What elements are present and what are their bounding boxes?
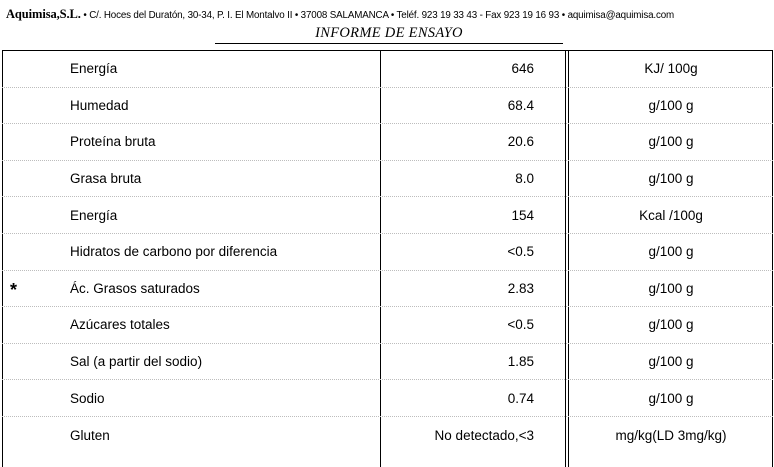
result-value: 0.74 xyxy=(507,390,534,406)
parameter-name: Energía xyxy=(70,207,118,223)
report-title: INFORME DE ENSAYO xyxy=(215,24,563,44)
row-marker xyxy=(10,234,30,270)
result-value: 154 xyxy=(511,207,534,223)
result-unit: mg/kg(LD 3mg/kg) xyxy=(615,427,727,443)
table-row xyxy=(2,51,773,88)
table-row xyxy=(2,234,773,271)
table-row xyxy=(2,197,773,234)
result-unit: KJ/ 100g xyxy=(644,61,698,77)
letterhead xyxy=(6,5,772,21)
row-marker xyxy=(10,344,30,380)
parameter-name: Hidratos de carbono por diferencia xyxy=(70,244,278,260)
result-value: 2.83 xyxy=(507,280,534,296)
result-unit: g/100 g xyxy=(648,97,694,113)
table-row xyxy=(2,124,773,161)
row-marker xyxy=(10,380,30,416)
table-row xyxy=(2,307,773,344)
result-value: <0.5 xyxy=(507,244,534,260)
parameter-name: Sal (a partir del sodio) xyxy=(70,354,203,370)
parameter-name: Energía xyxy=(70,61,118,77)
row-marker xyxy=(10,88,30,124)
result-unit: g/100 g xyxy=(648,317,694,333)
results-rows xyxy=(2,51,773,454)
parameter-name: Grasa bruta xyxy=(70,171,142,187)
row-marker xyxy=(10,197,30,233)
company-name: Aquimisa,S.L. xyxy=(6,7,81,21)
result-value: 1.85 xyxy=(507,354,534,370)
parameter-name: Azúcares totales xyxy=(70,317,170,333)
result-unit: g/100 g xyxy=(648,134,694,150)
result-value: <0.5 xyxy=(507,317,534,333)
parameter-name: Gluten xyxy=(70,427,110,443)
result-unit: g/100 g xyxy=(648,390,694,406)
result-unit: g/100 g xyxy=(648,280,694,296)
table-row xyxy=(2,344,773,381)
parameter-name: Proteína bruta xyxy=(70,134,156,150)
row-marker xyxy=(10,124,30,160)
parameter-name: Humedad xyxy=(70,97,129,113)
row-marker: * xyxy=(10,279,18,300)
table-row xyxy=(2,161,773,198)
result-unit: g/100 g xyxy=(648,354,694,370)
row-marker xyxy=(10,417,30,454)
result-unit: g/100 g xyxy=(648,244,694,260)
table-row xyxy=(2,417,773,454)
result-value: No detectado,<3 xyxy=(434,427,534,443)
table-row xyxy=(2,380,773,417)
parameter-name: Ác. Grasos saturados xyxy=(70,280,200,296)
table-row xyxy=(2,88,773,125)
result-value: 646 xyxy=(511,61,534,77)
row-marker xyxy=(10,307,30,343)
result-unit: Kcal /100g xyxy=(639,207,703,223)
table-row xyxy=(2,271,773,308)
row-marker xyxy=(10,51,30,87)
result-value: 68.4 xyxy=(507,97,534,113)
result-value: 8.0 xyxy=(515,171,534,187)
result-value: 20.6 xyxy=(507,134,534,150)
company-address: • C/. Hoces del Duratón, 30-34, P. I. El Montalvo II • 37008 SALAMANCA • Teléf. 923 19 33 43 - Fax 923 19 16 93 • aquimisa@aquimisa.com xyxy=(80,10,675,21)
result-unit: g/100 g xyxy=(648,171,694,187)
row-marker xyxy=(10,161,30,197)
parameter-name: Sodio xyxy=(70,390,105,406)
